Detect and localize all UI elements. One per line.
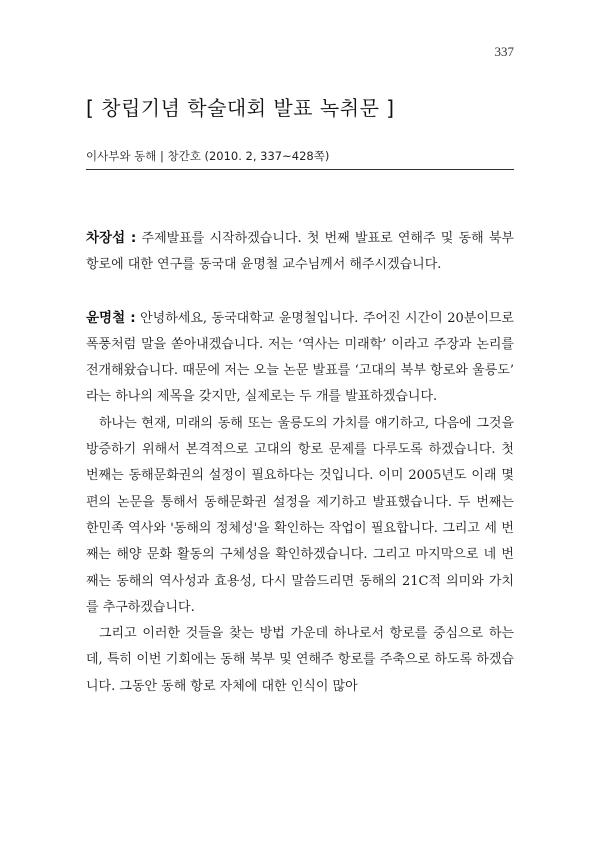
page-number: 337 — [494, 44, 514, 59]
speaker-name: 윤명철 : — [86, 309, 136, 326]
continuation-paragraph: 하나는 현재, 미래의 동해 또는 울릉도의 가치를 얘기하고, 다음에 그것을 방증하기 위해서 본격적으로 고대의 항로 문제를 다루도록 하겠습니다. 첫 번째는 동해문화권의 설정이 필요하다는 것입니다. 이미 2005년도 이래 몇 편의 논문을 통해서 동해문화권 설정을 제기하고 발표했습니다. 두 번째는 한민족 역사와 '동해의 정체성'을 확인하는 작업이 필요합니다. 그리고 세 번째는 해양 문화 활동의 구체성을 확인하겠습니다. 그리고 마지막으로 네 번째는 동해의 역사성과 효용성, 다시 말씀드리면 동해의 21C적 의미와 가치를 추구하겠습니다. — [86, 415, 514, 615]
source-citation: 이사부와 동해 | 창간호 (2010. 2, 337~428쪽) — [86, 149, 330, 163]
speech-paragraph — [86, 305, 514, 411]
continuation-paragraph: 그리고 이러한 것들을 찾는 방법 가운데 하나로서 항로를 중심으로 하는데, 특히 이번 기회에는 동해 북부 및 연해주 항로를 주축으로 하도록 하겠습니다. 그동안 동해 항로 자체에 대한 인식이 많아 — [86, 626, 514, 694]
page-title: [ 창립기념 학술대회 발표 녹취문 ] — [86, 96, 395, 120]
speech-text: 안녕하세요, 동국대학교 윤명철입니다. 주어진 시간이 20분이므로 폭풍처럼 말을 쏟아내겠습니다. 저는 ‘역사는 미래학’ 이라고 주장과 논리를 전개해왔습니다. 때문에 저는 오늘 논문 발표를 ‘고대의 북부 항로와 울릉도’ 라는 하나의 제목을 갖지만, 실제로는 두 개를 발표하겠습니다. — [86, 310, 514, 405]
transcript-body — [86, 225, 514, 700]
speech-paragraph — [86, 225, 514, 279]
header-divider — [86, 169, 514, 170]
speech-text: 주제발표를 시작하겠습니다. 첫 번째 발표로 연해주 및 동해 북부 항로에 대한 연구를 동국대 윤명철 교수님께서 해주시겠습니다. — [86, 231, 514, 273]
speaker-name: 차장섭 : — [86, 230, 137, 246]
